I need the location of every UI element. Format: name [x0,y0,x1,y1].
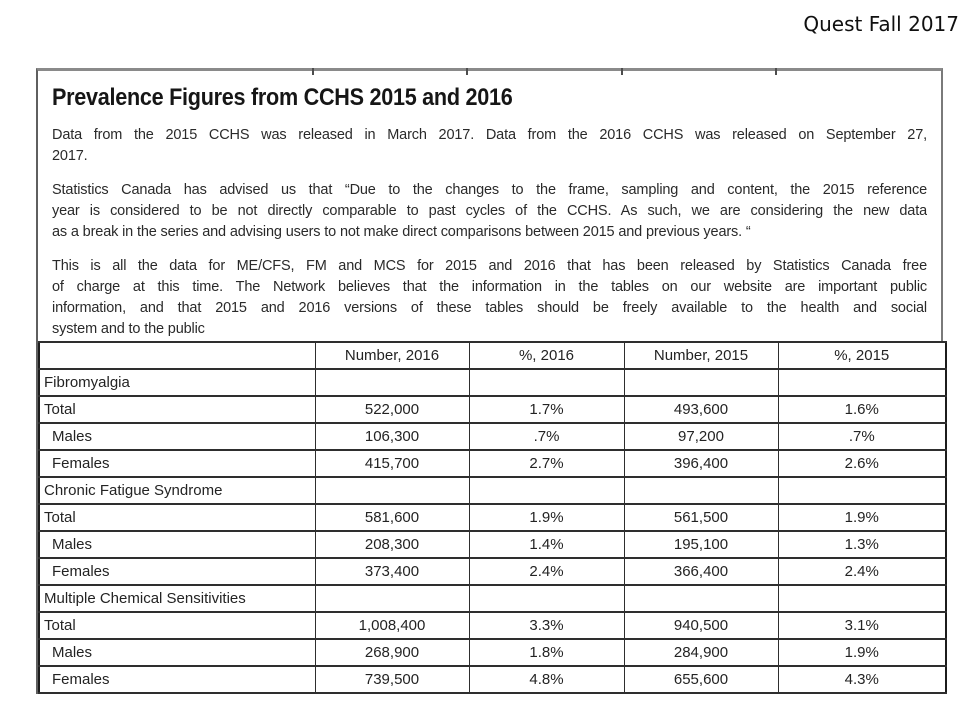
value-cell: 373,400 [315,558,469,585]
row-label-cell: Females [39,666,315,693]
value-cell: 493,600 [624,396,778,423]
value-cell: 2.4% [778,558,946,585]
text-block [38,71,941,341]
row-label-cell: Males [39,423,315,450]
value-cell: 4.3% [778,666,946,693]
category-row [39,477,946,504]
page-header [803,12,959,36]
paragraph-line: This is all the data for ME/CFS, FM and MCS for 2015 and 2016 that has been released by Statistics Canada free [52,258,927,274]
paragraph-line: 2017. [52,148,88,164]
value-cell: 3.1% [778,612,946,639]
value-cell: 284,900 [624,639,778,666]
value-cell: 415,700 [315,450,469,477]
paragraph-line: Data from the 2015 CCHS was released in March 2017. Data from the 2016 CCHS was released on September 27, [52,127,927,143]
paragraph-line: as a break in the series and advising users to not make direct comparisons between 2015 and previous years. “ [52,224,751,240]
value-cell: 106,300 [315,423,469,450]
table-row [39,450,946,477]
article-title: Prevalence Figures from CCHS 2015 and 2016 [52,84,513,111]
category-row [39,585,946,612]
row-label-cell: Chronic Fatigue Syndrome [39,477,315,504]
value-cell [469,477,624,504]
value-cell: .7% [778,423,946,450]
row-label-cell: Total [39,504,315,531]
content-frame [36,68,943,694]
table-row [39,639,946,666]
category-row [39,369,946,396]
value-cell: 1.9% [778,639,946,666]
paragraph [52,125,927,167]
value-cell: 97,200 [624,423,778,450]
value-cell: 1.9% [469,504,624,531]
value-cell [624,369,778,396]
value-cell [624,585,778,612]
value-cell: 655,600 [624,666,778,693]
value-cell [778,585,946,612]
paragraph-line: of charge at this time. The Network believes that the information in the tables on our website are important public [52,279,927,295]
row-label-cell: Males [39,639,315,666]
value-cell: 1.4% [469,531,624,558]
value-cell: .7% [469,423,624,450]
paragraph-line: information, and that 2015 and 2016 versions of these tables should be freely available to the health and social [52,300,927,316]
value-cell: 739,500 [315,666,469,693]
value-cell [469,585,624,612]
value-cell: 1.7% [469,396,624,423]
row-label-cell: Total [39,612,315,639]
value-cell [778,369,946,396]
table-row [39,504,946,531]
value-cell: 1.3% [778,531,946,558]
value-cell: 1.8% [469,639,624,666]
issue-label: Quest Fall 2017 [803,12,959,36]
value-cell: 268,900 [315,639,469,666]
value-cell: 4.8% [469,666,624,693]
value-cell: 940,500 [624,612,778,639]
value-cell: 2.6% [778,450,946,477]
column-tick-mark [466,68,468,75]
column-tick-mark [621,68,623,75]
paragraph [52,256,927,340]
value-cell: 1,008,400 [315,612,469,639]
table-row [39,531,946,558]
value-cell [315,477,469,504]
column-header: %, 2016 [469,342,624,369]
table-body [39,369,946,693]
paragraph [52,180,927,243]
table-header-row [39,342,946,369]
value-cell [315,585,469,612]
value-cell: 208,300 [315,531,469,558]
value-cell: 396,400 [624,450,778,477]
value-cell: 2.7% [469,450,624,477]
value-cell [624,477,778,504]
column-header: Number, 2015 [624,342,778,369]
column-header [39,342,315,369]
row-label-cell: Females [39,450,315,477]
column-tick-mark [775,68,777,75]
column-tick-mark [312,68,314,75]
column-header: %, 2015 [778,342,946,369]
row-label-cell: Males [39,531,315,558]
row-label-cell: Total [39,396,315,423]
value-cell: 1.9% [778,504,946,531]
article-paragraphs [52,125,927,340]
value-cell [778,477,946,504]
table-row [39,396,946,423]
table-row [39,612,946,639]
table-header [39,342,946,369]
value-cell: 366,400 [624,558,778,585]
value-cell: 522,000 [315,396,469,423]
value-cell: 561,500 [624,504,778,531]
table-row [39,666,946,693]
value-cell [469,369,624,396]
value-cell: 3.3% [469,612,624,639]
row-label-cell: Multiple Chemical Sensitivities [39,585,315,612]
row-label-cell: Females [39,558,315,585]
value-cell: 195,100 [624,531,778,558]
paragraph-line: system and to the public [52,321,205,337]
value-cell: 2.4% [469,558,624,585]
paragraph-line: year is considered to be not directly comparable to past cycles of the CCHS. As such, we are considering the new data [52,203,927,219]
value-cell: 1.6% [778,396,946,423]
paragraph-line: Statistics Canada has advised us that “Due to the changes to the frame, sampling and content, the 2015 reference [52,182,927,198]
value-cell [315,369,469,396]
value-cell: 581,600 [315,504,469,531]
table-row [39,558,946,585]
table-row [39,423,946,450]
column-header: Number, 2016 [315,342,469,369]
row-label-cell: Fibromyalgia [39,369,315,396]
prevalence-table [38,341,947,694]
